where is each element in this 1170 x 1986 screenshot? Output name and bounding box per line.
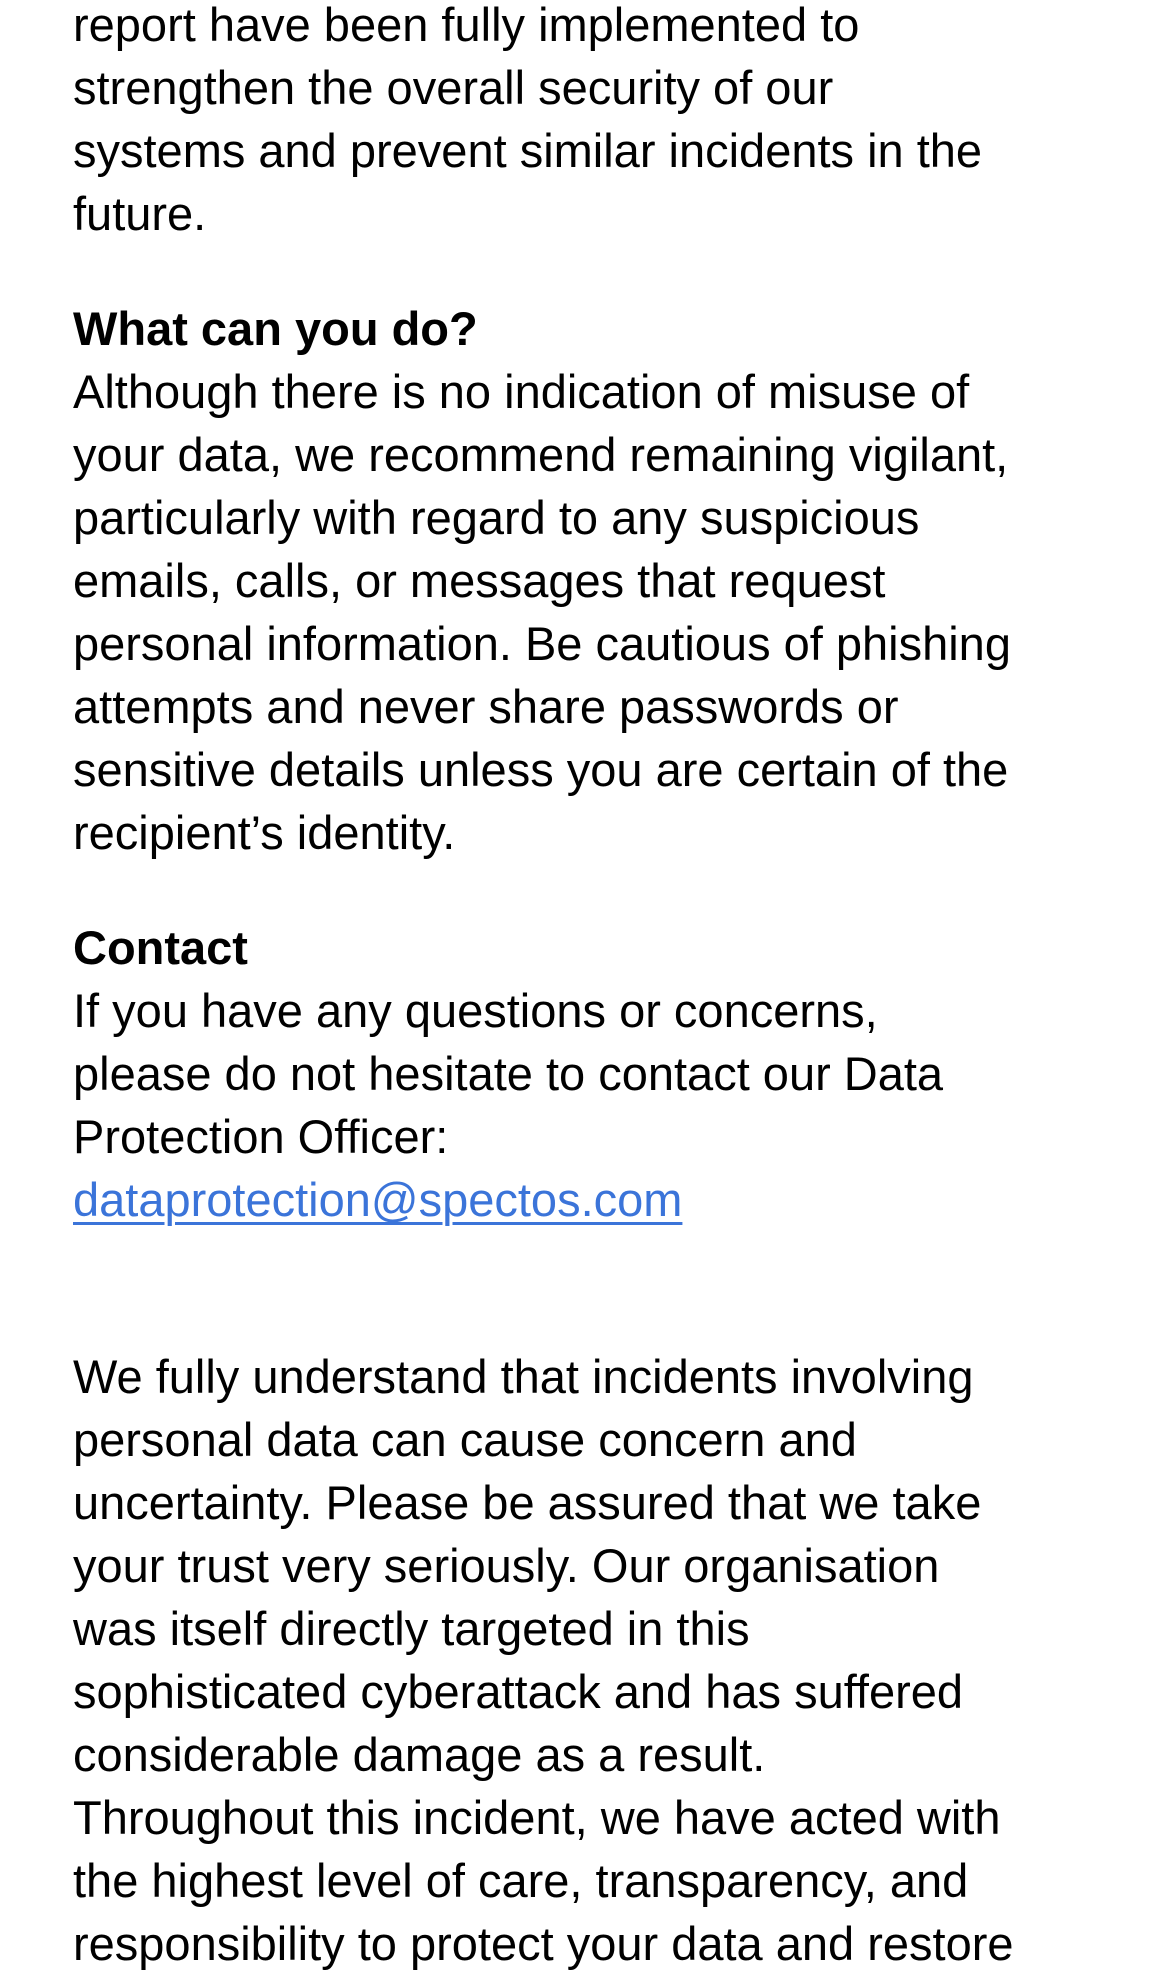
text-line: please do not hesitate to contact our Data — [73, 1047, 944, 1100]
text-line: recipient’s identity. — [73, 806, 456, 859]
text-line: report have been fully implemented to — [73, 0, 860, 51]
text-line: sophisticated cyberattack and has suffered — [73, 1665, 964, 1718]
text-line: particularly with regard to any suspicious — [73, 491, 920, 544]
text-line: sensitive details unless you are certain of the — [73, 743, 1009, 796]
text-line: Although there is no indication of misuse of — [73, 365, 970, 418]
contact-section — [73, 916, 1133, 1231]
text-line: was itself directly targeted in this — [73, 1602, 750, 1655]
text-line: the highest level of care, transparency, and — [73, 1854, 969, 1907]
text-line: Protection Officer: — [73, 1110, 449, 1163]
text-line: attempts and never share passwords or — [73, 680, 899, 733]
text-line: your trust very seriously. Our organisation — [73, 1539, 940, 1592]
intro-paragraph — [73, 0, 1133, 245]
text-line: personal information. Be cautious of phishing — [73, 617, 1011, 670]
text-line: responsibility to protect your data and restore — [73, 1917, 1014, 1970]
closing-paragraph — [73, 1345, 1133, 1975]
text-line: systems and prevent similar incidents in the — [73, 124, 983, 177]
section-heading: Contact — [73, 921, 248, 974]
what-can-you-do-section — [73, 297, 1133, 864]
paragraph-spacer — [73, 245, 1133, 297]
text-line: uncertainty. Please be assured that we take — [73, 1476, 982, 1529]
text-line: If you have any questions or concerns, — [73, 984, 878, 1037]
text-line: considerable damage as a result. — [73, 1728, 766, 1781]
text-line: strengthen the overall security of our — [73, 61, 834, 114]
paragraph-spacer — [73, 864, 1133, 916]
text-line: your data, we recommend remaining vigilant, — [73, 428, 1009, 481]
section-heading: What can you do? — [73, 302, 478, 355]
text-line: personal data can cause concern and — [73, 1413, 857, 1466]
email-body — [73, 0, 1133, 1975]
text-line: future. — [73, 187, 207, 240]
paragraph-spacer — [73, 1231, 1133, 1345]
dpo-email-link[interactable]: dataprotection@spectos.com — [73, 1173, 683, 1226]
text-line: Throughout this incident, we have acted with — [73, 1791, 1001, 1844]
text-line: emails, calls, or messages that request — [73, 554, 886, 607]
text-line: We fully understand that incidents involving — [73, 1350, 974, 1403]
